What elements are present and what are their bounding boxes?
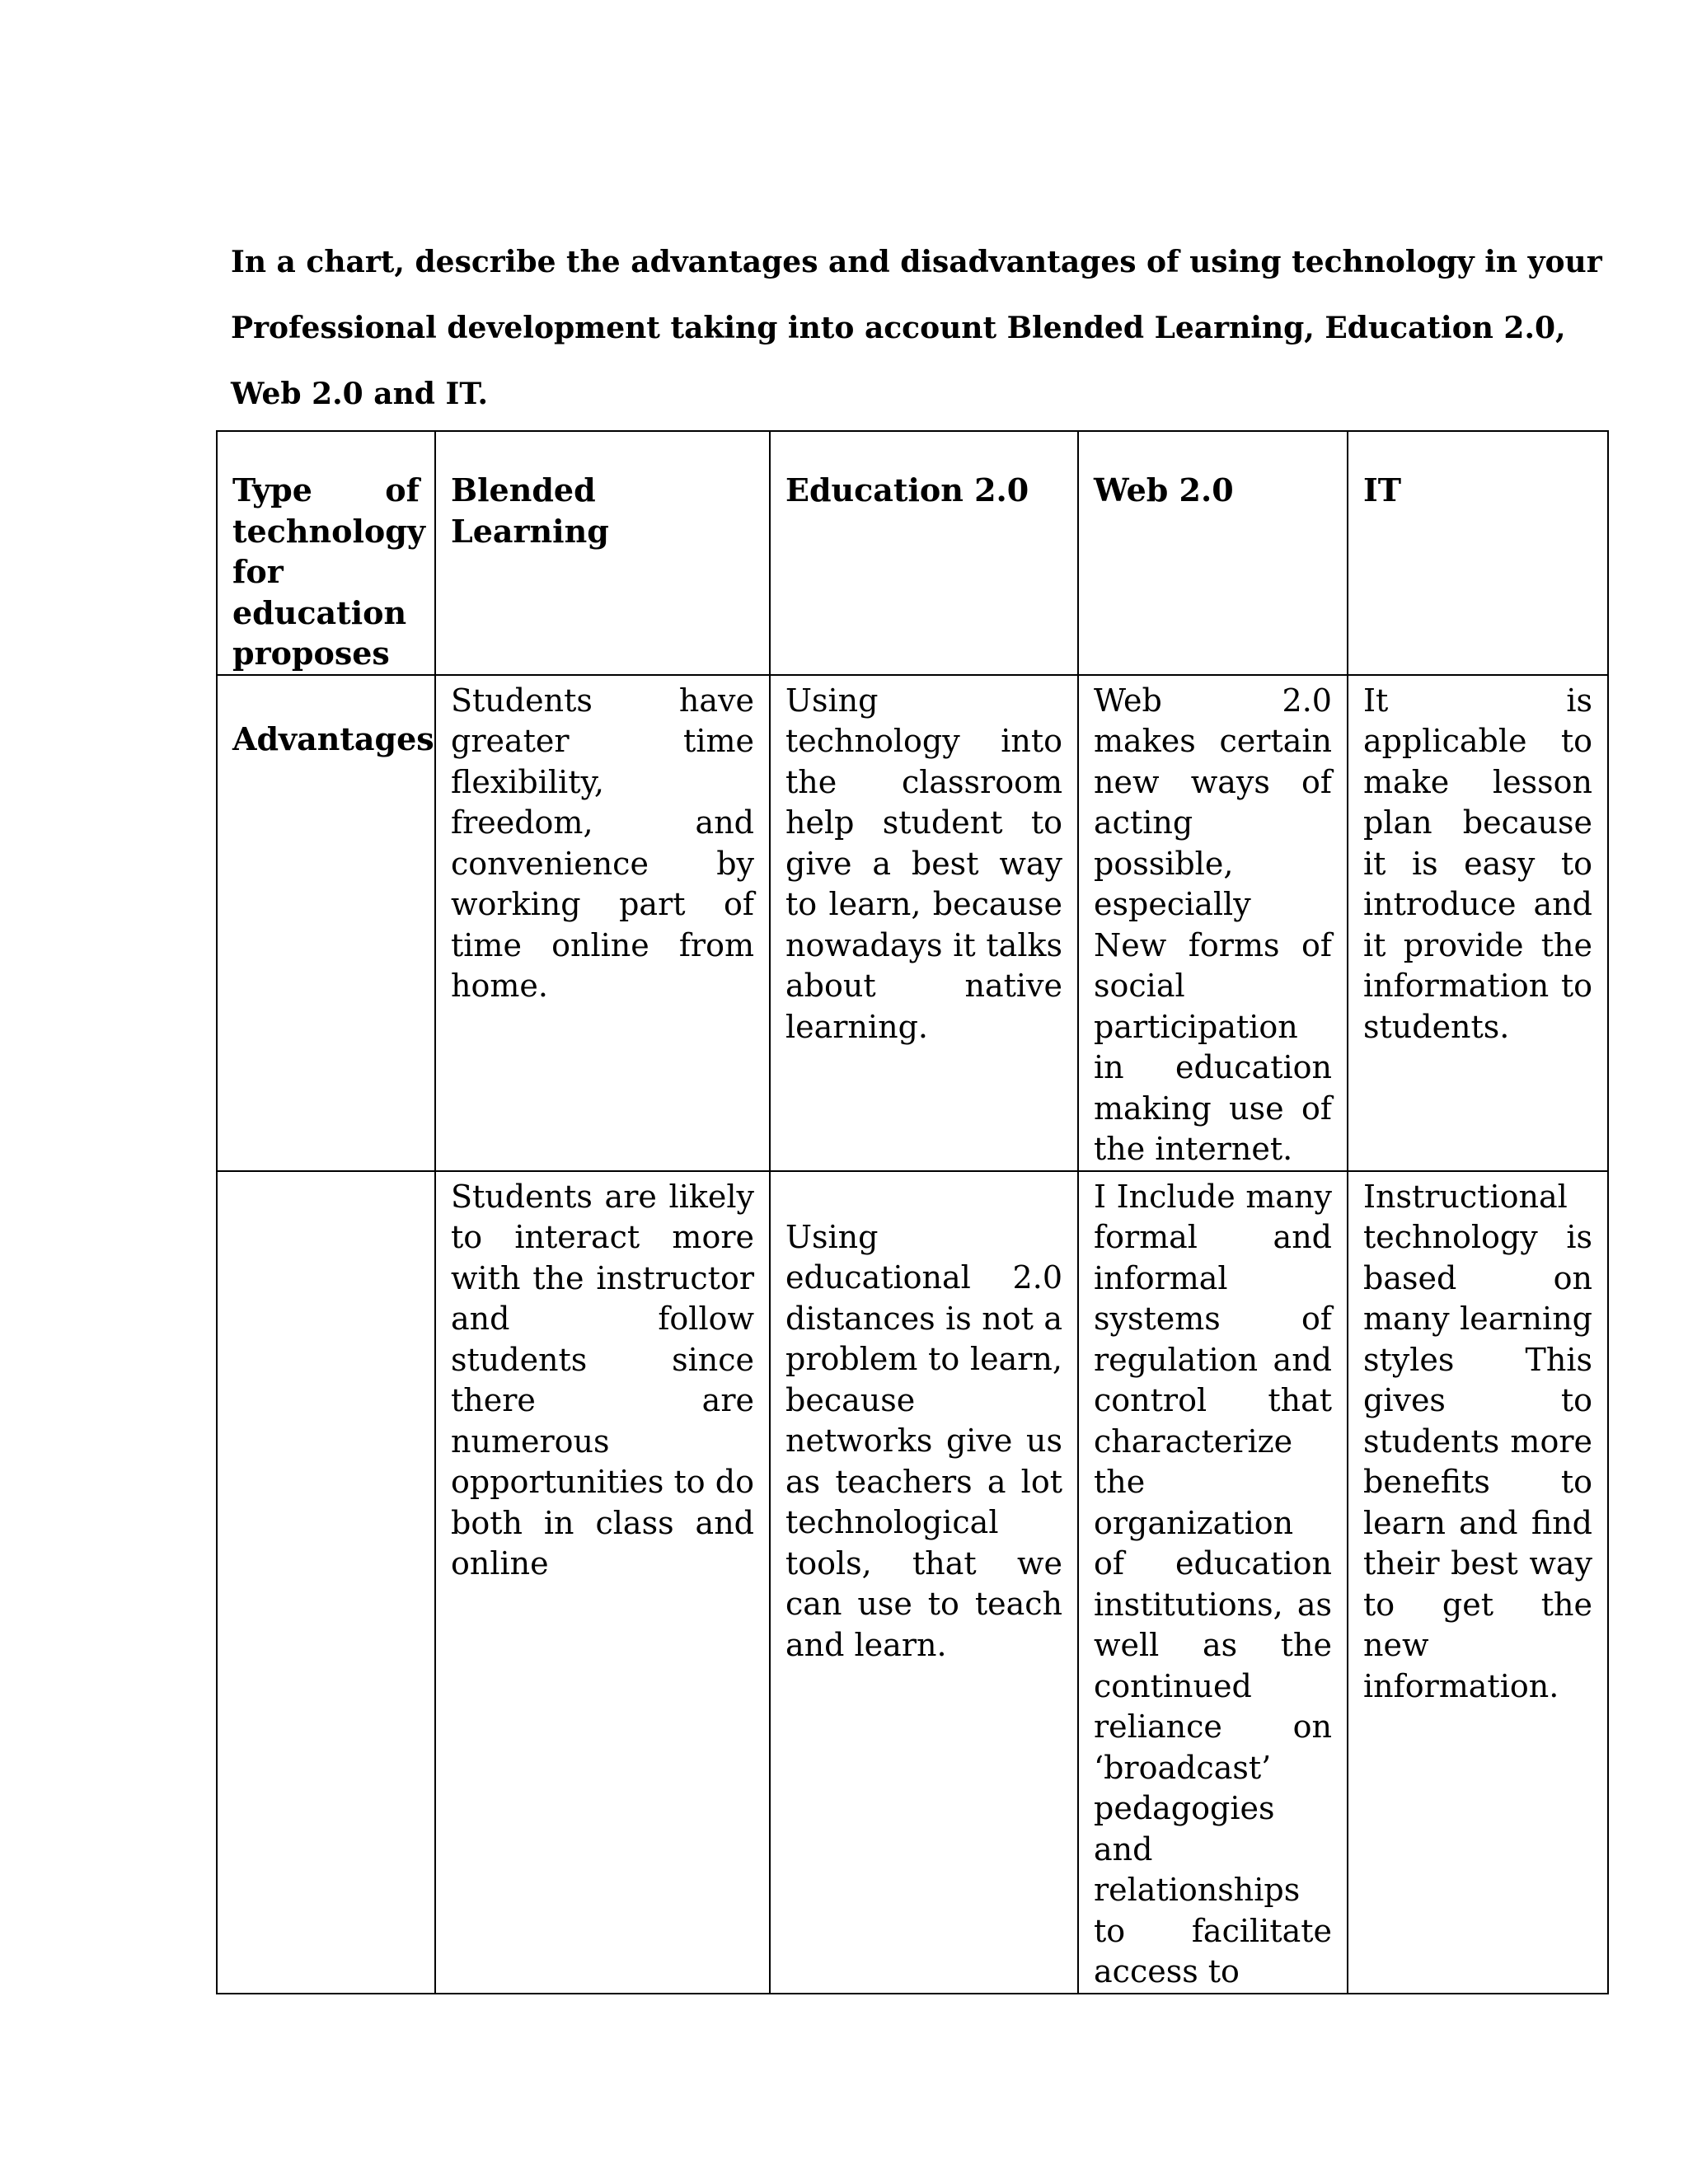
cell-second-web: I Include many formal and informal systems of regulation and control that characterize the organization of education institutions, as well as the continued reliance on ‘broadcast’ pedagogies and relationships to facilitate access to (1078, 1171, 1348, 1994)
cell-second-it: Instructional technology is based on many learning styles This gives to students more benefits to learn and find their best way to get the new information. (1348, 1171, 1608, 1994)
comparison-table (216, 430, 1609, 1994)
row-label-advantages: Advantages (217, 675, 435, 1171)
cell-advantages-web: Web 2.0 makes certain new ways of acting possible, especially New forms of social participation in education making use of the internet. (1078, 675, 1348, 1171)
prompt-line-3: Web 2.0 and IT. (231, 377, 488, 411)
prompt-line-1: In a chart, describe the advantages and disadvantages of using technology in your (231, 245, 1602, 279)
header-web-2-0: Web 2.0 (1078, 431, 1348, 675)
cell-advantages-it: It is applicable to make lesson plan because it is easy to introduce and it provide the information to students. (1348, 675, 1608, 1171)
cell-second-blended: Students are likely to interact more with the instructor and follow students since there are numerous opportunities to do both in class and online (435, 1171, 770, 1994)
cell-advantages-blended: Students have greater time flexibility, freedom, and convenience by working part of time online from home. (435, 675, 770, 1171)
header-type-of-technology: Type of technology for education proposes (217, 431, 435, 675)
header-blended-learning: Blended Learning (435, 431, 770, 675)
assignment-prompt (231, 229, 1602, 427)
table-row-advantages (217, 675, 1608, 1171)
table-row-second (217, 1171, 1608, 1994)
header-education-2-0: Education 2.0 (770, 431, 1078, 675)
cell-second-education: Using educational 2.0 distances is not a problem to learn, because networks give us as teachers a lot technological tools, that we can use to teach and learn. (770, 1171, 1078, 1994)
cell-advantages-education: Using technology into the classroom help student to give a best way to learn, because nowadays it talks about native learning. (770, 675, 1078, 1171)
prompt-line-2: Professional development taking into account Blended Learning, Education 2.0, (231, 311, 1566, 345)
header-it: IT (1348, 431, 1608, 675)
header-row (217, 431, 1608, 675)
row-label-second (217, 1171, 435, 1994)
